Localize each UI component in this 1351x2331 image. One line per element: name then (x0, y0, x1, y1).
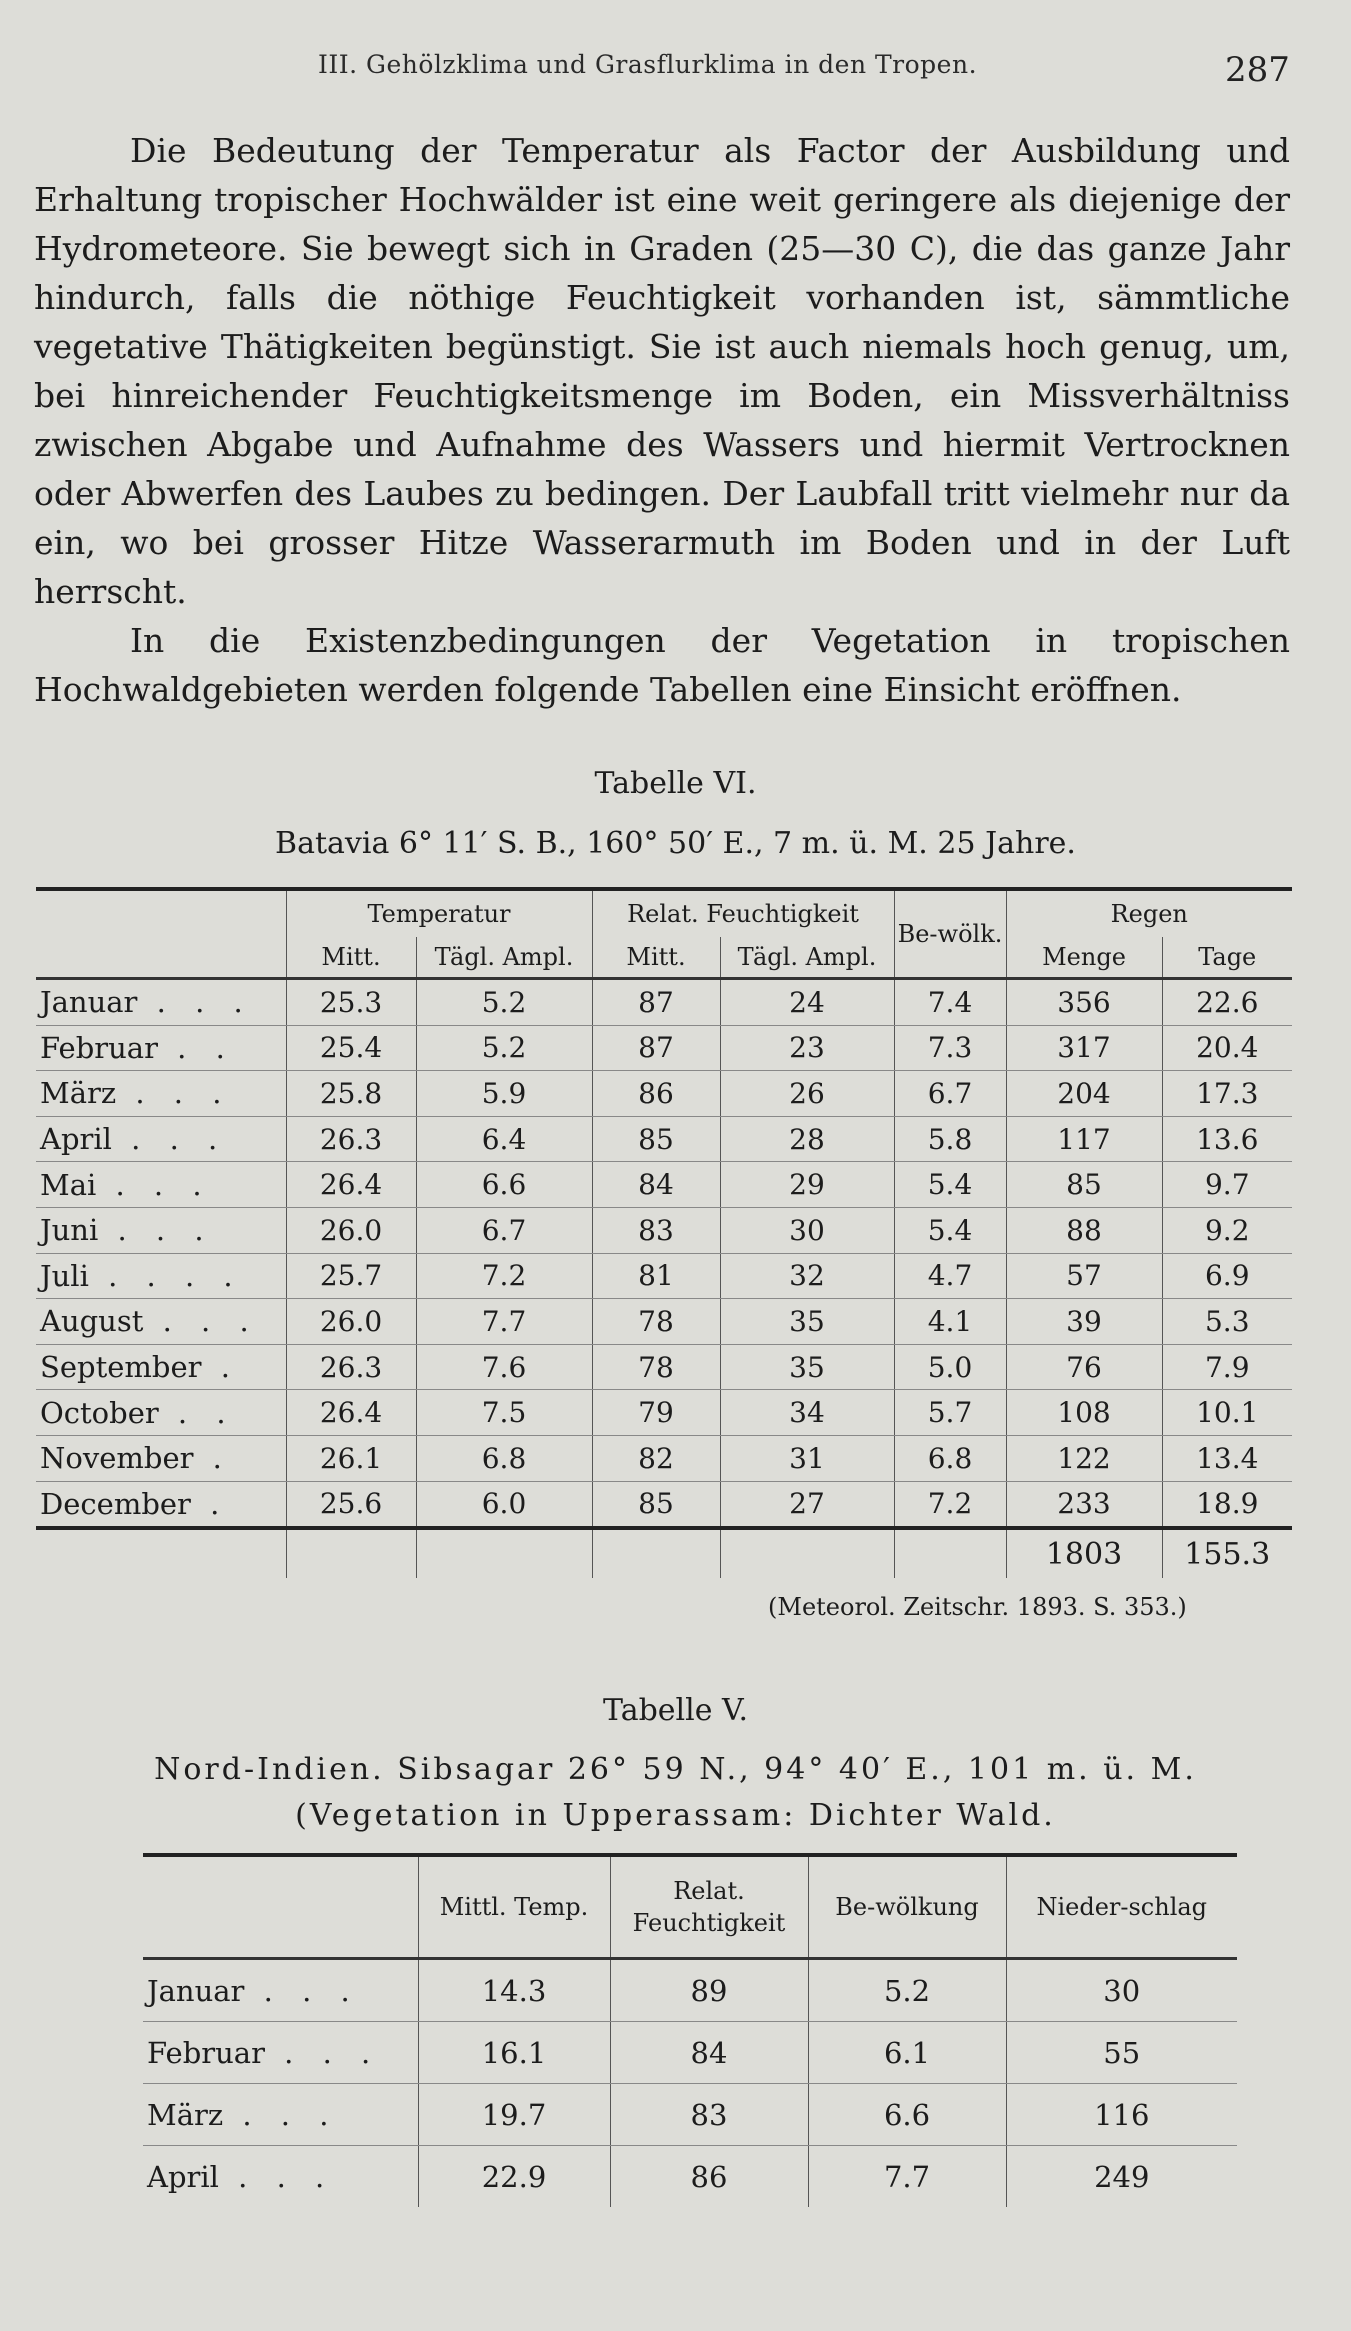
cell: 26.3 (286, 1116, 416, 1162)
cell: 5.7 (894, 1390, 1006, 1436)
month-cell: Juli . . . . (36, 1253, 286, 1299)
header-bewolkung: Be-wölkung (808, 1855, 1006, 1959)
cell: 78 (592, 1299, 720, 1345)
cell: 6.1 (808, 2022, 1006, 2084)
cell: 16.1 (418, 2022, 610, 2084)
cell: 88 (1006, 1207, 1162, 1253)
table-row (143, 2084, 1237, 2146)
cell: 356 (1006, 979, 1162, 1026)
month-cell: Januar . . . (36, 979, 286, 1026)
table-v-title: Tabelle V. (603, 1693, 748, 1728)
cell: 28 (720, 1116, 894, 1162)
cell: 7.9 (1162, 1344, 1292, 1390)
cell: 7.4 (894, 979, 1006, 1026)
cell: 35 (720, 1299, 894, 1345)
cell: 32 (720, 1253, 894, 1299)
cell: 76 (1006, 1344, 1162, 1390)
table-row (36, 1253, 1292, 1299)
cell: 26.4 (286, 1390, 416, 1436)
table-row (36, 1299, 1292, 1345)
cell: 22.6 (1162, 979, 1292, 1026)
cell: 25.4 (286, 1025, 416, 1071)
month-cell: Februar . . . (143, 2022, 418, 2084)
cell: 57 (1006, 1253, 1162, 1299)
header-niederschlag: Nieder-schlag (1006, 1855, 1237, 1959)
cell: 25.6 (286, 1481, 416, 1528)
cell: 13.6 (1162, 1116, 1292, 1162)
cell: 83 (592, 1207, 720, 1253)
cell: 86 (592, 1071, 720, 1117)
table-row (36, 1071, 1292, 1117)
month-cell: April . . . (147, 2159, 335, 2194)
month-cell: Mai . . . (36, 1162, 286, 1208)
cell: 4.1 (894, 1299, 1006, 1345)
cell: 204 (1006, 1071, 1162, 1117)
cell: 23 (720, 1025, 894, 1071)
cell: 79 (592, 1390, 720, 1436)
month-cell: September . (36, 1344, 286, 1390)
cell (894, 1528, 1006, 1578)
cell: 84 (610, 2022, 808, 2084)
header-mitt: Mitt. (286, 937, 416, 979)
totals-row (36, 1528, 1292, 1578)
cell: 5.4 (894, 1207, 1006, 1253)
cell (286, 1528, 416, 1578)
header-feuchtigkeit: Relat. Feuchtigkeit (610, 1855, 808, 1959)
cell: 26.1 (286, 1435, 416, 1481)
table-vi (36, 887, 1292, 1578)
cell: 7.7 (416, 1299, 592, 1345)
cell (416, 1528, 592, 1578)
header-temp: Mittl. Temp. (418, 1855, 610, 1959)
table-vi-title: Tabelle VI. (594, 766, 757, 801)
month-cell: März . . . (36, 1071, 286, 1117)
cell: 6.0 (416, 1481, 592, 1528)
cell: 5.2 (416, 979, 592, 1026)
cell: 116 (1006, 2084, 1237, 2146)
cell: 26.3 (286, 1344, 416, 1390)
cell: 117 (1006, 1116, 1162, 1162)
cell: 6.9 (1162, 1253, 1292, 1299)
cell: 86 (610, 2146, 808, 2208)
total-menge: 1803 (1006, 1528, 1162, 1578)
cell: 7.6 (416, 1344, 592, 1390)
month-cell: Februar . . (36, 1025, 286, 1071)
cell: 6.4 (416, 1116, 592, 1162)
month-cell: Juni . . . (36, 1207, 286, 1253)
cell: 87 (592, 979, 720, 1026)
table-row (36, 979, 1292, 1026)
cell: 85 (592, 1116, 720, 1162)
cell: 81 (592, 1253, 720, 1299)
cell: 9.2 (1162, 1207, 1292, 1253)
header-bewolk: Be-wölk. (894, 889, 1006, 979)
cell: 89 (610, 1959, 808, 2022)
header-temperatur: Temperatur (286, 889, 592, 937)
cell: 30 (720, 1207, 894, 1253)
cell: 35 (720, 1344, 894, 1390)
cell: 17.3 (1162, 1071, 1292, 1117)
cell: 317 (1006, 1025, 1162, 1071)
cell: 5.0 (894, 1344, 1006, 1390)
cell: 25.3 (286, 979, 416, 1026)
cell: 7.7 (808, 2146, 1006, 2208)
month-cell: April . . . (36, 1116, 286, 1162)
table-row (36, 1025, 1292, 1071)
cell: 85 (592, 1481, 720, 1528)
cell: 83 (610, 2084, 808, 2146)
header-menge: Menge (1006, 937, 1162, 979)
header-tagl-ampl: Tägl. Ampl. (416, 937, 592, 979)
cell: 4.7 (894, 1253, 1006, 1299)
cell: 85 (1006, 1162, 1162, 1208)
header-empty (36, 889, 286, 937)
table-row (36, 1162, 1292, 1208)
cell: 24 (720, 979, 894, 1026)
cell: 7.2 (416, 1253, 592, 1299)
cell: 5.2 (416, 1025, 592, 1071)
header-tagl-ampl: Tägl. Ampl. (720, 937, 894, 979)
cell: 25.7 (286, 1253, 416, 1299)
cell: 122 (1006, 1435, 1162, 1481)
table-v-subtitle: (Vegetation in Upperassam: Dichter Wald. (295, 1798, 1056, 1833)
month-cell: Januar . . . (143, 1959, 418, 2022)
table-row (143, 1959, 1237, 2022)
month-cell: November . (36, 1435, 286, 1481)
table-row (36, 1481, 1292, 1528)
paragraph: Die Bedeutung der Temperatur als Factor der Ausbildung und Erhaltung tropischer Hochwälder ist eine weit geringere als diejenige der Hydrometeore. Sie bewegt sich in Graden (25—30 C), die das ganze Jahr hindurch, falls die nöthige Feuchtigkeit vorhanden ist, sämmtliche vegetative Thätigkeiten begünstigt. Sie ist auch niemals hoch genug, um, bei hinreichender Feuchtigkeitsmenge im Boden, ein Missverhältniss zwischen Abgabe und Aufnahme des Wassers und hiermit Vertrocknen oder Abwerfen des Laubes zu bedingen. Der Laubfall tritt vielmehr nur da ein, wo bei grosser Hitze Wasserarmuth im Boden und in der Luft herrscht. (34, 131, 1290, 611)
cell: 10.1 (1162, 1390, 1292, 1436)
cell: 233 (1006, 1481, 1162, 1528)
table-vi-source: (Meteorol. Zeitschr. 1893. S. 353.) (768, 1593, 1187, 1621)
cell: 6.7 (416, 1207, 592, 1253)
header-mitt: Mitt. (592, 937, 720, 979)
cell: 26 (720, 1071, 894, 1117)
header-feuchtigkeit: Relat. Feuchtigkeit (592, 889, 894, 937)
cell: 7.3 (894, 1025, 1006, 1071)
month-cell: August . . . (36, 1299, 286, 1345)
page-number: 287 (1225, 50, 1290, 90)
cell: 18.9 (1162, 1481, 1292, 1528)
cell: 27 (720, 1481, 894, 1528)
cell: 26.0 (286, 1207, 416, 1253)
cell: 30 (1006, 1959, 1237, 2022)
total-tage: 155.3 (1162, 1528, 1292, 1578)
cell: 26.4 (286, 1162, 416, 1208)
table-row (36, 1116, 1292, 1162)
month-cell: December . (36, 1481, 286, 1528)
table-row (36, 1207, 1292, 1253)
table-row (143, 2022, 1237, 2084)
cell: 31 (720, 1435, 894, 1481)
cell: 34 (720, 1390, 894, 1436)
cell: 84 (592, 1162, 720, 1208)
cell: 108 (1006, 1390, 1162, 1436)
cell: 5.4 (894, 1162, 1006, 1208)
table-v-subtitle: Nord-Indien. Sibsagar 26° 59 N., 94° 40′ E., 101 m. ü. M. (154, 1752, 1197, 1787)
month-cell: März . . . (143, 2084, 418, 2146)
cell: 249 (1006, 2146, 1237, 2208)
cell: 26.0 (286, 1299, 416, 1345)
cell: 7.2 (894, 1481, 1006, 1528)
table-row (36, 1344, 1292, 1390)
header-empty (36, 937, 286, 979)
cell: 6.7 (894, 1071, 1006, 1117)
cell: 55 (1006, 2022, 1237, 2084)
header-regen: Regen (1006, 889, 1292, 937)
cell: 5.9 (416, 1071, 592, 1117)
cell: 6.6 (808, 2084, 1006, 2146)
header-empty (143, 1855, 418, 1959)
cell: 7.5 (416, 1390, 592, 1436)
cell: 14.3 (418, 1959, 610, 2022)
paragraph: In die Existenzbedingungen der Vegetation in tropischen Hochwaldgebieten werden folgende Tabellen eine Einsicht eröffnen. (34, 621, 1290, 709)
table-row (143, 2146, 1237, 2208)
cell: 9.7 (1162, 1162, 1292, 1208)
running-head: III. Gehölzklima und Grasflurklima in den Tropen. (318, 50, 978, 79)
cell: 29 (720, 1162, 894, 1208)
cell: 5.3 (1162, 1299, 1292, 1345)
cell: 5.2 (808, 1959, 1006, 2022)
cell: 39 (1006, 1299, 1162, 1345)
cell: 6.6 (416, 1162, 592, 1208)
cell: 22.9 (418, 2146, 610, 2208)
cell: 5.8 (894, 1116, 1006, 1162)
cell: 19.7 (418, 2084, 610, 2146)
cell (592, 1528, 720, 1578)
cell: 82 (592, 1435, 720, 1481)
cell: 13.4 (1162, 1435, 1292, 1481)
body-text (34, 126, 1290, 714)
month-cell: October . . (36, 1390, 286, 1436)
table-vi-subtitle: Batavia 6° 11′ S. B., 160° 50′ E., 7 m. ü. M. 25 Jahre. (275, 826, 1076, 861)
cell: 6.8 (894, 1435, 1006, 1481)
table-v (143, 1853, 1237, 2207)
cell: 87 (592, 1025, 720, 1071)
cell (720, 1528, 894, 1578)
cell: 25.8 (286, 1071, 416, 1117)
header-tage: Tage (1162, 937, 1292, 979)
cell (36, 1528, 286, 1578)
cell: 20.4 (1162, 1025, 1292, 1071)
cell: 6.8 (416, 1435, 592, 1481)
cell: 78 (592, 1344, 720, 1390)
table-row (36, 1390, 1292, 1436)
table-row (36, 1435, 1292, 1481)
